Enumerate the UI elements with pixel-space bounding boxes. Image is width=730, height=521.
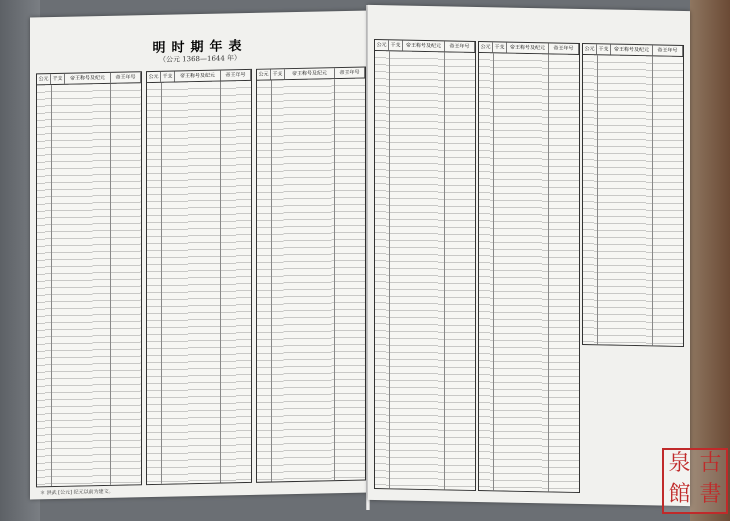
footnote: ＊ 洪武 [公元] 纪元以前为建文。 — [40, 488, 114, 497]
page-subtitle: （公元 1368—1644 年） — [158, 54, 242, 64]
header-reign: 帝王年号 — [111, 72, 141, 83]
table-rows — [583, 55, 683, 346]
seal-char: 書 — [699, 482, 722, 507]
header-ganzhi: 干支 — [51, 74, 65, 84]
header-emperor: 帝王称号及纪元 — [175, 71, 221, 82]
header-ganzhi: 干支 — [597, 44, 611, 54]
seal-char: 泉 — [668, 451, 691, 476]
header-reign: 帝王年号 — [335, 68, 365, 79]
table-column-6 — [582, 43, 684, 347]
header-ganzhi: 干支 — [389, 40, 403, 50]
header-year: 公元 — [37, 74, 51, 84]
header-emperor: 帝王称号及纪元 — [403, 41, 445, 52]
left-page — [30, 10, 370, 499]
header-reign: 帝王年号 — [221, 70, 251, 81]
header-reign: 帝王年号 — [445, 41, 475, 52]
table-rows — [37, 83, 141, 486]
table-rows — [257, 79, 365, 482]
header-ganzhi: 干支 — [161, 72, 175, 82]
table-rows — [375, 51, 475, 490]
header-emperor: 帝王称号及纪元 — [507, 43, 549, 54]
table-rows — [479, 53, 579, 492]
header-reign: 帝王年号 — [653, 45, 683, 56]
background-right — [690, 0, 730, 521]
header-ganzhi: 干支 — [271, 69, 285, 79]
header-reign: 帝王年号 — [549, 43, 579, 54]
library-seal-stamp — [662, 448, 728, 514]
header-year: 公元 — [479, 42, 493, 52]
header-emperor: 帝王称号及纪元 — [611, 45, 653, 56]
table-column-1 — [36, 71, 142, 487]
seal-char: 古 — [699, 451, 722, 476]
table-column-2 — [146, 69, 252, 485]
header-year: 公元 — [375, 40, 389, 50]
table-rows — [147, 81, 251, 484]
header-emperor: 帝王称号及纪元 — [65, 73, 111, 84]
header-ganzhi: 干支 — [493, 42, 507, 52]
table-column-3 — [256, 67, 366, 483]
header-year: 公元 — [147, 72, 161, 82]
table-column-5 — [478, 41, 580, 493]
right-page — [368, 5, 690, 506]
seal-char: 館 — [668, 482, 691, 507]
header-year: 公元 — [583, 44, 597, 54]
header-year: 公元 — [257, 70, 271, 80]
header-emperor: 帝王称号及纪元 — [285, 68, 335, 79]
page-title: 明时期年表 — [152, 39, 248, 56]
table-column-4 — [374, 39, 476, 491]
